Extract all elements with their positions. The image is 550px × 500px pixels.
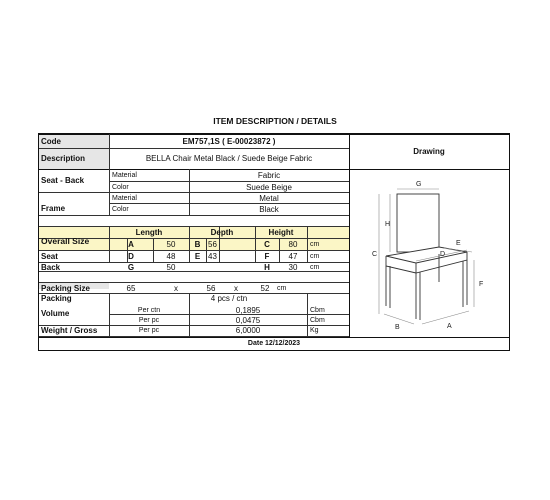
weight-label: Weight / Gross — [41, 326, 98, 335]
packing-value: 4 pcs / ctn — [210, 294, 248, 303]
seat-height-value: 47 — [288, 252, 298, 261]
chair-drawing — [354, 174, 506, 334]
footer-date: Date 12/12/2023 — [247, 340, 301, 347]
weight-value: 6,0000 — [235, 326, 261, 335]
packing-size-x1: x — [174, 284, 178, 293]
volume-per-pc-unit: Cbm — [310, 317, 325, 324]
frame-label: Frame — [41, 204, 66, 213]
drawing-label-h: H — [385, 221, 391, 228]
seat-depth-value: 43 — [208, 252, 217, 261]
spec-sheet — [38, 133, 510, 351]
overall-length-value: 50 — [166, 240, 176, 249]
overall-depth-key: B — [194, 240, 201, 249]
description-label: Description — [41, 154, 86, 163]
back-height-value: 30 — [288, 263, 298, 272]
overall-length-key: A — [128, 240, 134, 249]
drawing-label: Drawing — [413, 147, 445, 156]
back-label: Back — [41, 263, 61, 272]
seat-back-label: Seat - Back — [41, 176, 85, 185]
back-length-value: 50 — [166, 263, 176, 272]
overall-height-key: C — [264, 240, 270, 249]
weight-unit: Kg — [310, 327, 319, 334]
seat-back-color: Suede Beige — [246, 183, 292, 192]
overall-height-value: 80 — [288, 240, 298, 249]
seat-back-color-label: Color — [112, 184, 129, 191]
frame-material-label: Material — [112, 195, 137, 202]
drawing-label-g: G — [416, 181, 422, 188]
document-title: ITEM DESCRIPTION / DETAILS — [213, 116, 337, 126]
back-length-key: G — [127, 263, 135, 272]
overall-size-label: Overall Size — [41, 236, 90, 246]
overall-depth-value: 56 — [208, 240, 217, 249]
seat-length-value: 48 — [166, 252, 176, 261]
seat-back-material: Fabric — [257, 171, 281, 180]
weight-per-pc-label: Per pc — [138, 327, 160, 334]
volume-per-ctn-unit: Cbm — [310, 307, 325, 314]
packing-size-length: 65 — [126, 284, 136, 293]
description-value: BELLA Chair Metal Black / Suede Beige Fabric — [145, 154, 313, 163]
packing-size-label: Packing Size — [41, 284, 90, 293]
packing-size-width: 56 — [206, 284, 216, 293]
height-header: Height — [268, 228, 294, 237]
drawing-label-e: E — [456, 240, 461, 247]
volume-per-pc-label: Per pc — [138, 317, 160, 324]
length-header: Length — [135, 228, 163, 237]
back-unit: cm — [310, 264, 320, 271]
seat-back-material-label: Material — [112, 172, 137, 179]
packing-size-height: 52 — [260, 284, 270, 293]
volume-per-pc-value: 0,0475 — [235, 316, 261, 325]
volume-per-ctn-label: Per ctn — [137, 307, 161, 314]
seat-label: Seat — [41, 252, 58, 261]
drawing-label-a: A — [447, 323, 452, 330]
back-height-key: H — [264, 263, 270, 272]
packing-size-x2: x — [234, 284, 238, 293]
frame-color: Black — [259, 205, 279, 214]
code-label: Code — [41, 137, 61, 146]
seat-depth-key: E — [194, 252, 201, 261]
overall-unit: cm — [310, 241, 320, 248]
volume-per-ctn-value: 0,1895 — [235, 306, 261, 315]
frame-material: Metal — [259, 194, 279, 203]
frame-color-label: Color — [112, 206, 129, 213]
drawing-label-f: F — [479, 281, 484, 288]
drawing-label-c: C — [372, 251, 378, 258]
seat-unit: cm — [310, 253, 320, 260]
drawing-label-d: D — [440, 251, 446, 258]
volume-label: Volume — [41, 309, 70, 318]
drawing-label-b: B — [395, 324, 400, 331]
seat-height-key: F — [264, 252, 270, 261]
seat-length-key: D — [128, 252, 134, 261]
code-value: EM757,1S ( E-00023872 ) — [182, 137, 276, 146]
packing-label: Packing — [41, 294, 72, 303]
depth-header: Depth — [210, 228, 234, 237]
packing-size-unit: cm — [277, 285, 287, 292]
